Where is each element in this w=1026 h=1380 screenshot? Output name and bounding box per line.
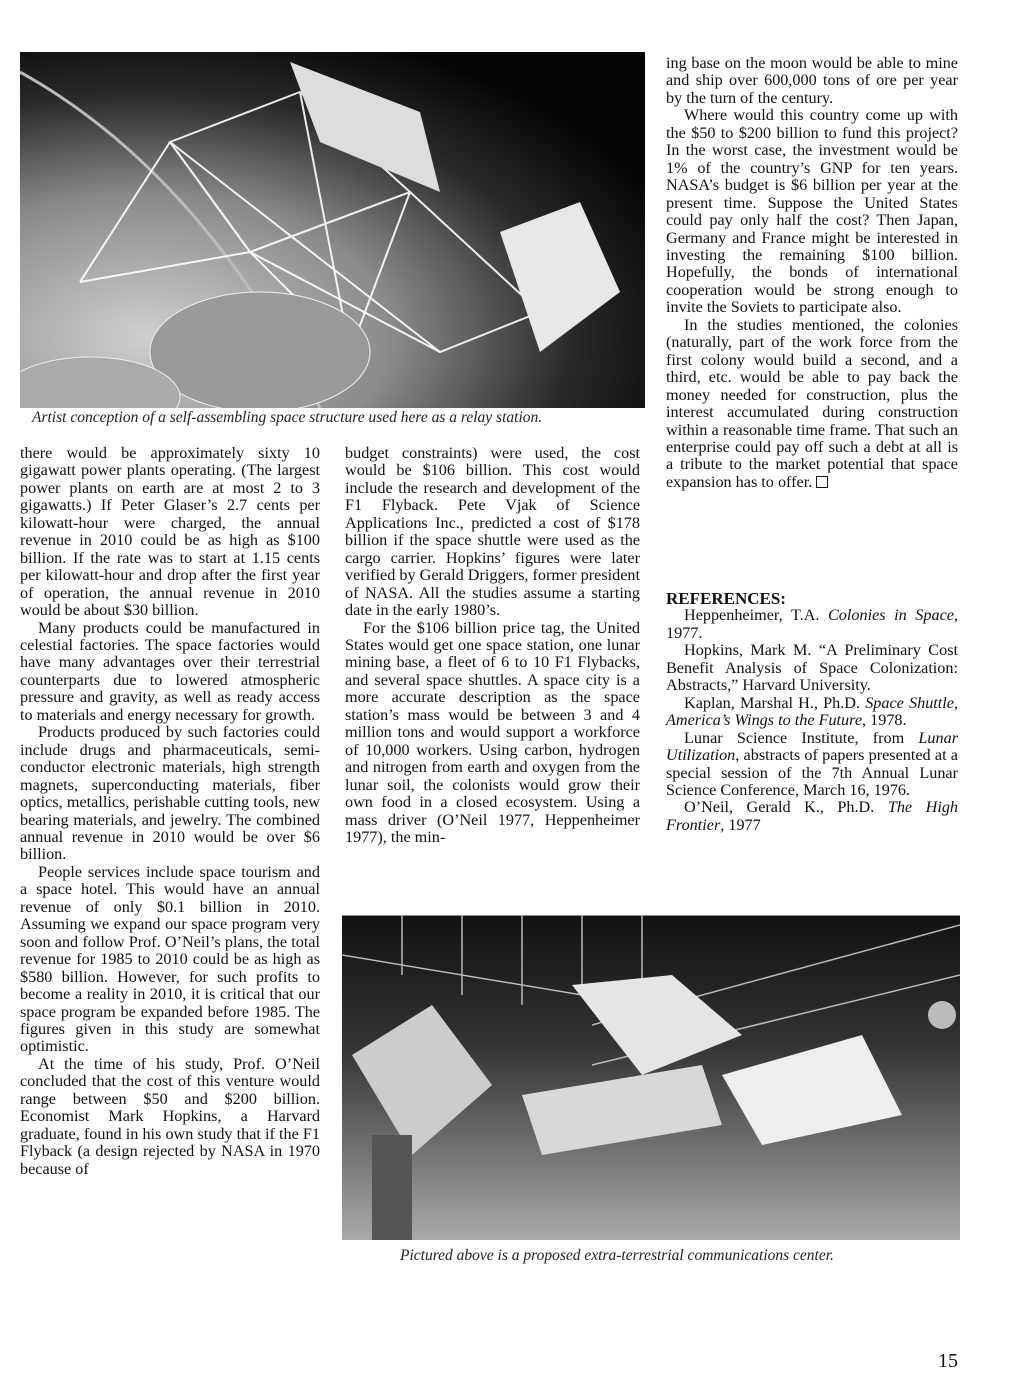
space-station-icon <box>342 915 960 1240</box>
reference-item: O’Neil, Gerald K., Ph.D. The High Frontier, 1977 <box>666 798 959 834</box>
reference-item: Hopkins, Mark M. “A Preliminary Cost Benefit Analysis of Space Colonization: Abstracts,” Harvard University. <box>666 641 958 695</box>
references <box>666 590 958 834</box>
paragraph: People services include space tourism and a space hotel. This would have an annual revenue of only $0.1 billion in 2010. Assuming we expand our space program very soon and follow Prof. O’Neil’s plans, the total revenue for 1985 to 2010 could be as high as $580 billion. However, for such profits to become a reality in 2010, it is critical that our space program be expanded before 1985. The figures given in this study are somewhat optimistic. <box>20 862 320 1056</box>
reference-item: Heppenheimer, T.A. Colonies in Space, 1977. <box>666 606 958 642</box>
page-number: 15 <box>938 1350 958 1372</box>
relay-station-illustration <box>20 52 645 408</box>
paragraph: At the time of his study, Prof. O’Neil concluded that the cost of this venture would range between $50 and $200 billion. Economist Mark Hopkins, a Harvard graduate, found in his own study that if the F1 Flyback (a design rejected by NASA in 1970 because of <box>20 1054 320 1178</box>
reference-item: Kaplan, Marshal H., Ph.D. Space Shuttle, America’s Wings to the Future, 1978. <box>666 693 959 730</box>
paragraph: For the $106 billion price tag, the United States would get one space station, one lunar mining base, a fleet of 6 to 10 F1 Flybacks, and several space shuttles. A space city is a more accurate description as the space station’s mass would be between 3 and 4 million tons and would support a workforce of 10,000 workers. Using carbon, hydrogen and nitrogen from earth and oxygen from the lunar soil, the colonists would grow their own food in a closed ecosystem. Using a mass driver (O’Neil 1977, Heppenheimer 1977), the min- <box>345 618 640 846</box>
end-mark-icon <box>816 476 828 488</box>
column-1 <box>20 445 320 1178</box>
paragraph: Where would this country come up with the $50 to $200 billion to fund this project? In the worst case, the investment would be 1% of the country’s GNP for ten years. NASA’s budget is $6 billion per year at the present time. Suppose the United States could pay only half the cost? Then Japan, Germany and France might be interested in investing the remaining $100 billion. Hopefully, the bonds of international cooperation would be strong enough to invite the Soviets to participate also. <box>666 106 958 317</box>
paragraph: there would be approximately sixty 10 gigawatt power plants operating. (The largest power plants on earth are at most 2 to 3 gigawatts.) If Peter Glaser’s 2.7 cents per kilowatt-hour were charged, the annual revenue in 2010 could be as high as $100 billion. If the rate was to start at 1.15 cents per kilowatt-hour and drop after the first year of operation, the annual revenue in 2010 would be about $30 billion. <box>20 444 320 620</box>
references-heading: REFERENCES: <box>666 589 786 608</box>
paragraph: ing base on the moon would be able to mine and ship over 600,000 tons of ore per year by the turn of the century. <box>666 54 958 107</box>
paragraph: budget constraints) were used, the cost would be $106 billion. This cost would include the research and development of the F1 Flyback. Pete Vjak of Science Applications Inc., predicted a cost of $178 billion if the space shuttle were used as the cargo carrier. Hopkins’ figures were later verified by Gerald Driggers, former president of NASA. All the studies assume a starting date in the early 1980’s. <box>345 444 640 620</box>
figure2-caption: Pictured above is a proposed extra-terrestrial communications center. <box>400 1247 834 1264</box>
paragraph-text: In the studies mentioned, the colonies (naturally, part of the work force from the first colony would build a second, and a third, etc. would be able to pay back the money needed for construction, plus the interest accumulated during construction within a reasonable time frame. That such an enterprise could pay off such a debt at all is a tribute to the market potential that space expansion has to offer. <box>666 315 958 491</box>
paragraph <box>666 317 958 492</box>
truss-structure-icon <box>20 52 645 408</box>
paragraph: Products produced by such factories could include drugs and pharmaceuticals, semi-conductor electronic materials, high strength magnets, superconducting materials, fiber optics, metallics, perishable cutting tools, new bearing materials, and jewelry. The combined annual revenue in 2010 would be over $6 billion. <box>20 723 320 864</box>
column-3 <box>666 55 958 491</box>
reference-item: Lunar Science Institute, from Lunar Utilization, abstracts of papers presented at a special session of the 7th Annual Lunar Science Conference, March 16, 1976. <box>666 728 958 799</box>
figure1-caption: Artist conception of a self-assembling space structure used here as a relay station. <box>32 409 543 426</box>
communications-center-illustration <box>342 915 960 1240</box>
column-2 <box>345 445 640 846</box>
paragraph: Many products could be manufactured in celestial factories. The space factories would have many advantages over their terrestrial counterparts due to lowered atmospheric pressure and gravity, as well as ready access to materials and energy necessary for growth. <box>20 618 320 724</box>
